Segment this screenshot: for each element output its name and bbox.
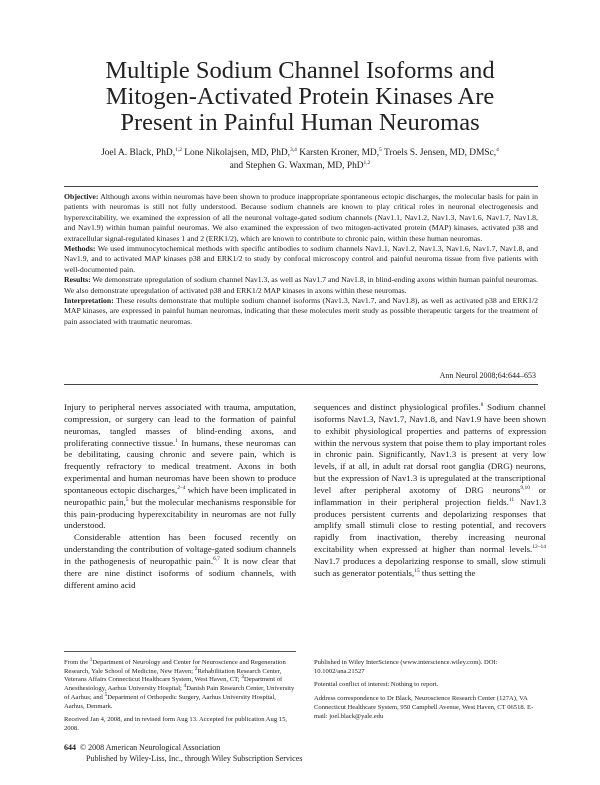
article-title [40,58,560,136]
received-dates: Received Jan 4, 2008, and in revised form Aug 13. Accepted for publication Aug 15, 2008. [64,716,288,732]
body-paragraph [64,532,296,591]
publication-info: Published in Wiley InterScience (www.interscience.wiley.com). DOI: 10.1002/ana.21527 [314,659,498,675]
abstract-bottom-rule [64,384,538,385]
objective-text: Although axons within neuromas have been shown to produce inappropriate spontaneous ectopic discharges, the molecular basis for pain in patients with neuromas is still not fully understood. Because sodium channels are known to play critical roles in neuronal electrogenesis and hyperexcitability, we examined the expression of all the neuronal voltage-gated sodium channels (Nav1.1, Nav1.2, Nav1.3, Nav1.6, Nav1.7, Nav1.8, and Nav1.9) within human painful neuromas. We also examined the expression of two mitogen-activated protein (MAP) kinases, activated p38 and extracellular signal-regulated kinases 1 and 2 (ERK1/2), which are known to contribute to chronic pain, within these human neuromas. [64,192,538,243]
footnotes-right [314,659,546,726]
affiliation-sup: 3,4 [290,146,297,153]
body-text: Nav1.3 produces persistent currents and depolarizing responses that amplify small stimuli close to resting potential, and recovers rapidly from inactivation, thereby increasing neuronal excitability when expressed at higher than normal levels. [314,496,546,555]
body-paragraph [314,402,546,580]
affiliations [64,656,296,711]
body-text: Nav1.7 produces a depolarizing response to small, slow stimuli such as generator potentials, [314,555,546,578]
interpretation-label: Interpretation: [64,296,114,306]
reference-sup: 9,10 [520,484,530,491]
body-text: Considerable attention has been focused recently on understanding the contribution of voltage-gated sodium channels in the pathogenesis of neuropathic pain. [64,532,296,566]
affiliation-sup: 3 [241,674,244,681]
author-line-1 [40,147,560,160]
abstract-results [64,275,538,296]
title-line-2: Mitogen-Activated Protein Kinases Are [105,83,495,110]
interpretation-text: These results demonstrate that multiple sodium channel isoforms (Nav1.3, Nav1.7, and Nav1.8), as well as activated p38 and ERK1/2 MAP kinases, are expressed in painful human neuromas, indicating that these molecules merit study as possible therapeutic targets for the treatment of pain associated with traumatic neuromas. [64,296,538,326]
abstract-top-rule [64,186,538,187]
body-column-right [314,402,546,580]
author-jensen: Troels S. Jensen, MD, DMSc, [381,148,497,158]
affiliation-text: Department of Orthopedic Surgery, Aarhus University Hospital, Aarhus, Denmark. [64,693,276,710]
affiliation-text: Department of Anesthesiology, Aarhus University Hospital; [64,676,283,693]
title-line-1: Multiple Sodium Channel Isoforms and [105,57,495,84]
author-black: Joel A. Black, PhD, [101,148,176,158]
journal-citation: Ann Neurol 2008;64:644–653 [439,371,536,380]
reference-sup: 5 [125,496,129,503]
affiliation-sup: 2 [194,665,198,672]
body-text: In humans, these neuromas can be debilitating, causing chronic and severe pain, which is frequently refractory to medical treatment. Axons in both experimental and human neuromas have been shown to produce spontaneous ectopic discharges, [64,437,296,495]
abstract-interpretation [64,296,538,327]
abstract-methods [64,244,538,275]
reference-sup: 8 [480,402,484,409]
results-text: We demonstrate upregulation of sodium channel Nav1.3, as well as Nav1.7 and Nav1.8, in blind-ending axons within human painful neuromas. We also demonstrate upregulation of activated p38 and ERK1/2 MAP kinases in axons within these neuromas. [64,275,538,295]
page-footer [64,742,302,764]
reference-sup: 12–14 [532,544,546,551]
body-text: Injury to peripheral nerves associated with trauma, amputation, compression, or surgery can lead to the formation of painful neuromas, tangled masses of blind-ending axons, and proliferating connective tissue. [64,402,296,448]
correspondence-address: Address correspondence to Dr Black, Neuroscience Research Center (127A), VA Connecticut Healthcare System, 950 Campbell Avenue, West Haven, CT 06518. E-mail: joel.black@yale.edu [314,695,534,720]
body-text: thus setting the [419,567,476,578]
affiliation-sup: 5 [379,146,382,153]
reference-sup: 6,7 [213,556,220,563]
reference-sup: 2–4 [177,484,186,491]
body-text: sequences and distinct physiological profiles. [314,402,481,412]
methods-text: We used immunocytochemical methods with specific antibodies to sodium channels Nav1.1, Nav1.2, Nav1.3, Nav1.6, Nav1.7, Nav1.8, and Nav1.9, and to activated MAP kinases p38 and ERK1/2 to study by confocal microscopy control and painful neuroma tissue from five patients with well-documented pain. [64,244,538,274]
publisher-line: Published by Wiley-Liss, Inc., through Wiley Subscription Services [86,754,303,763]
footnote-rule [64,651,296,652]
author-list [40,147,560,173]
affiliation-sup: 5 [104,691,108,698]
abstract-objective [64,192,538,244]
methods-label: Methods: [64,244,96,254]
reference-sup: 11 [508,496,515,503]
affiliation-sup: 1 [89,656,93,663]
objective-label: Objective: [64,192,99,201]
author-nikolajsen: Lone Nikolajsen, MD, PhD, [181,148,291,158]
body-column-left [64,402,296,592]
page-number: 644 [64,743,76,752]
author-kroner: Karsten Kroner, MD, [296,148,380,158]
body-text: or inflammation in their peripheral projection fields. [314,484,547,507]
reference-sup: 15 [414,567,420,574]
reference-sup: 1 [175,437,179,444]
results-label: Results: [64,275,91,285]
affiliation-text: Rehabilitation Research Center, Veterans Affairs Connecticut Healthcare System, West Haven, CT; [64,667,282,684]
author-line-2 [40,160,560,173]
footer-line-1 [64,742,302,753]
footnotes-left [64,656,296,739]
affiliation-sup: 1,2 [363,159,371,166]
title-line-3: Present in Painful Human Neuromas [120,109,480,136]
body-text: Sodium channel isoforms Nav1.3, Nav1.7, Nav1.8, and Nav1.9 have been shown to exhibit physiological properties and patterns of expression within the nervous system that poise them to play important roles in chronic pain. Significantly, Nav1.3 is present at very low levels, if at all, in adult rat dorsal root ganglia (DRG) neurons, but the expression of Nav1.3 is upregulated at the transcriptional level after peripheral axotomy of DRG neurons [314,402,546,495]
affiliation-text: Department of Neurology and Center for Neuroscience and Regeneration Research, Yale School of Medicine, New Haven; [64,659,286,675]
author-waxman: and Stephen G. Waxman, MD, PhD [229,161,364,171]
body-text: It is now clear that there are nine distinct isoforms of sodium channels, with different amino acid [64,555,296,590]
body-text: which have been implicated in neuropathic pain, [64,484,297,507]
body-text: but the molecular mechanisms responsible for this pain-producing hyperexcitability in neuromas are not fully understood. [64,496,296,531]
body-paragraph [64,402,296,532]
copyright: © 2008 American Neurological Association [80,743,221,752]
affiliation-sup: 1,2 [175,146,182,153]
affiliation-sup: 4 [496,146,499,153]
abstract [64,192,538,327]
affiliation-text: Danish Pain Research Center, University of Aarhus; and [64,685,295,701]
affiliation-text: From the [64,659,90,666]
conflict-statement: Potential conflict of interest: Nothing to report. [314,681,439,689]
affiliation-sup: 4 [183,682,187,689]
